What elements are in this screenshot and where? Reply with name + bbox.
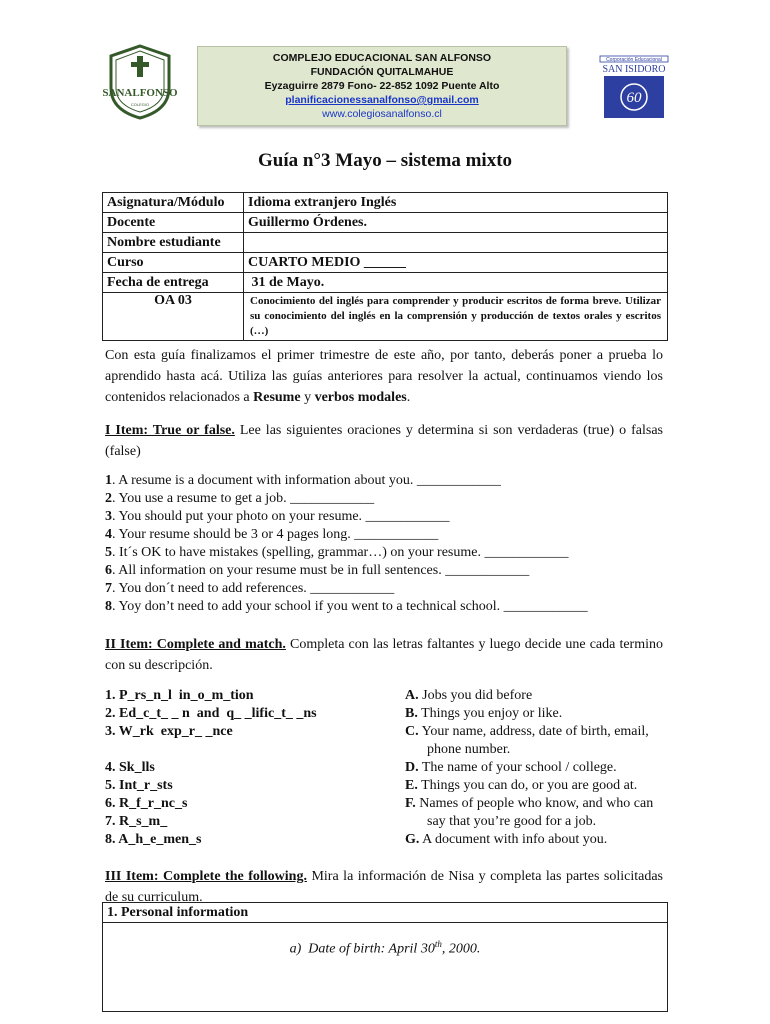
definition-item[interactable] <box>405 723 667 759</box>
statement-number: 5 <box>105 545 112 560</box>
item3-heading: III Item: Complete the following. <box>105 869 307 884</box>
term-item[interactable]: 4. Sk_lls <box>105 760 155 775</box>
statement-item[interactable] <box>105 562 665 580</box>
statement-number: 3 <box>105 509 112 524</box>
email-link[interactable]: planificacionessanalfonso@gmail.com <box>285 94 479 106</box>
student-name-field[interactable] <box>244 233 668 253</box>
statement-text: . Your resume should be 3 or 4 pages long. ____________ <box>112 527 439 542</box>
definition-text: Jobs you did before <box>418 688 533 703</box>
term-item[interactable]: 8. A_h_e_men_s <box>105 832 202 847</box>
statement-number: 7 <box>105 581 112 596</box>
row-label: Curso <box>103 253 244 273</box>
school-logo-right <box>598 52 670 120</box>
personal-info-box <box>102 902 668 1012</box>
definition-text: Your name, address, date of birth, email, phone number. <box>418 724 649 757</box>
definition-item[interactable] <box>405 831 667 849</box>
row-label: Fecha de entrega <box>103 273 244 293</box>
item2-instructions <box>105 634 663 676</box>
term-item[interactable]: 5. Int_r_sts <box>105 778 173 793</box>
item1-heading: I Item: True or false. <box>105 423 235 438</box>
statement-item[interactable] <box>105 508 665 526</box>
svg-text:SAN ISIDORO: SAN ISIDORO <box>602 64 666 75</box>
oa-description: Conocimiento del inglés para comprender y producir escritos de forma breve. Utilizar su conocimiento del inglés en la comprensión y producción de textos orales y escritos (…) <box>244 293 668 341</box>
intro-text: Con esta guía finalizamos el primer trimestre de este año, por tanto, deberás poner a prueba lo aprendido hasta acá. Utiliza las guías anteriores para resolver la actual, continuamos viendo los contenidos relacionados a <box>105 348 663 405</box>
table-row <box>103 273 668 293</box>
definition-text: A document with info about you. <box>419 832 608 847</box>
term-item[interactable]: 6. R_f_r_nc_s <box>105 796 188 811</box>
row-label: Asignatura/Módulo <box>103 193 244 213</box>
item1-instructions <box>105 420 663 462</box>
intro-text-mid: y <box>300 390 315 405</box>
item3-instructions-text: Mira la información de Nisa y completa las partes solicitadas de su curriculum. <box>105 869 663 905</box>
statement-number: 6 <box>105 563 112 578</box>
table-row <box>103 213 668 233</box>
statement-item[interactable] <box>105 580 665 598</box>
definition-letter: A. <box>405 688 419 703</box>
foundation-name: FUNDACIÓN QUITALMAHUE <box>310 66 454 78</box>
date-of-birth-text: a) Date of birth: April 30 <box>289 941 435 957</box>
definition-letter: F. <box>405 796 416 811</box>
page-title: Guía n°3 Mayo – sistema mixto <box>257 150 513 171</box>
definition-text: Things you enjoy or like. <box>417 706 563 721</box>
statement-item[interactable] <box>105 526 665 544</box>
spacer <box>105 741 385 759</box>
intro-text-end: . <box>406 390 411 405</box>
item1-instructions-text: Lee las siguientes oraciones y determina si son verdaderas (true) o falsas (false) <box>105 423 663 459</box>
ordinal-suffix: th <box>434 939 442 949</box>
table-row <box>103 233 668 253</box>
svg-text:60: 60 <box>626 90 642 106</box>
website-link[interactable]: www.colegiosanalfonso.cl <box>322 108 442 120</box>
statement-text: . A resume is a document with information about you. ____________ <box>112 473 501 488</box>
definition-letter: B. <box>405 706 418 721</box>
definition-item[interactable] <box>405 777 667 795</box>
svg-text:SANALFONSO: SANALFONSO <box>103 87 177 99</box>
term-item[interactable]: 7. R_s_m_ <box>105 814 168 829</box>
statement-number: 4 <box>105 527 112 542</box>
svg-text:COLEGIO: COLEGIO <box>130 102 150 107</box>
definition-letter: E. <box>405 778 418 793</box>
statement-item[interactable] <box>105 544 665 562</box>
row-value: Guillermo Órdenes. <box>244 213 668 233</box>
definition-item[interactable] <box>405 759 667 777</box>
statement-number: 8 <box>105 599 112 614</box>
statement-item[interactable] <box>105 490 665 508</box>
statement-text: . You should put your photo on your resume. ____________ <box>112 509 450 524</box>
intro-keyword-modal-verbs: verbos modales <box>314 390 407 405</box>
row-value: CUARTO MEDIO ______ <box>244 253 668 273</box>
row-label: Nombre estudiante <box>103 233 244 253</box>
definition-item[interactable] <box>405 705 667 723</box>
term-item[interactable]: 2. Ed_c_t_ _ n and q_ _lific_t_ _ns <box>105 706 317 721</box>
true-false-list <box>105 472 665 616</box>
statement-text: . All information on your resume must be in full sentences. ____________ <box>112 563 530 578</box>
row-label: Docente <box>103 213 244 233</box>
item2-heading: II Item: Complete and match. <box>105 637 286 652</box>
school-name: COMPLEJO EDUCACIONAL SAN ALFONSO <box>272 52 492 64</box>
definition-text: The name of your school / college. <box>418 760 617 775</box>
intro-paragraph <box>105 345 663 408</box>
definitions-column <box>405 687 667 849</box>
statement-item[interactable] <box>105 598 665 616</box>
school-logo-left <box>103 42 177 122</box>
term-item[interactable]: 1. P_rs_n_l in_o_m_tion <box>105 688 254 703</box>
definition-text: Things you can do, or you are good at. <box>417 778 638 793</box>
row-value: Idioma extranjero Inglés <box>244 193 668 213</box>
terms-column <box>105 687 385 849</box>
table-row <box>103 293 668 341</box>
info-table <box>102 192 668 341</box>
row-value: 31 de Mayo. <box>244 273 668 293</box>
item2-instructions-text: Completa con las letras faltantes y luego decide une cada termino con su descripción. <box>105 637 663 673</box>
svg-text:Corporación Educacional: Corporación Educacional <box>606 57 662 63</box>
date-of-birth-line <box>103 939 667 958</box>
definition-item[interactable] <box>405 687 667 705</box>
table-row <box>103 253 668 273</box>
school-header-box <box>197 46 567 126</box>
oa-label: OA 03 <box>103 293 244 341</box>
definition-letter: C. <box>405 724 419 739</box>
intro-keyword-resume: Resume <box>253 390 301 405</box>
statement-text: . Yoy don’t need to add your school if you went to a technical school. ____________ <box>112 599 588 614</box>
statement-text: . It´s OK to have mistakes (spelling, grammar…) on your resume. ____________ <box>112 545 569 560</box>
definition-letter: D. <box>405 760 419 775</box>
statement-text: . You don´t need to add references. ____________ <box>112 581 395 596</box>
personal-info-heading: 1. Personal information <box>103 903 667 923</box>
statement-number: 2 <box>105 491 112 506</box>
school-address: Eyzaguirre 2879 Fono- 22-852 1092 Puente Alto <box>264 80 500 92</box>
definition-item[interactable] <box>405 795 667 831</box>
statement-text: . You use a resume to get a job. ____________ <box>112 491 375 506</box>
statement-number: 1 <box>105 473 112 488</box>
statement-item[interactable] <box>105 472 665 490</box>
definition-text: Names of people who know, and who can say that you’re good for a job. <box>415 796 654 829</box>
term-item[interactable]: 3. W_rk exp_r_ _nce <box>105 724 233 739</box>
definition-letter: G. <box>405 832 420 847</box>
date-of-birth-year: , 2000. <box>441 941 481 957</box>
table-row <box>103 193 668 213</box>
